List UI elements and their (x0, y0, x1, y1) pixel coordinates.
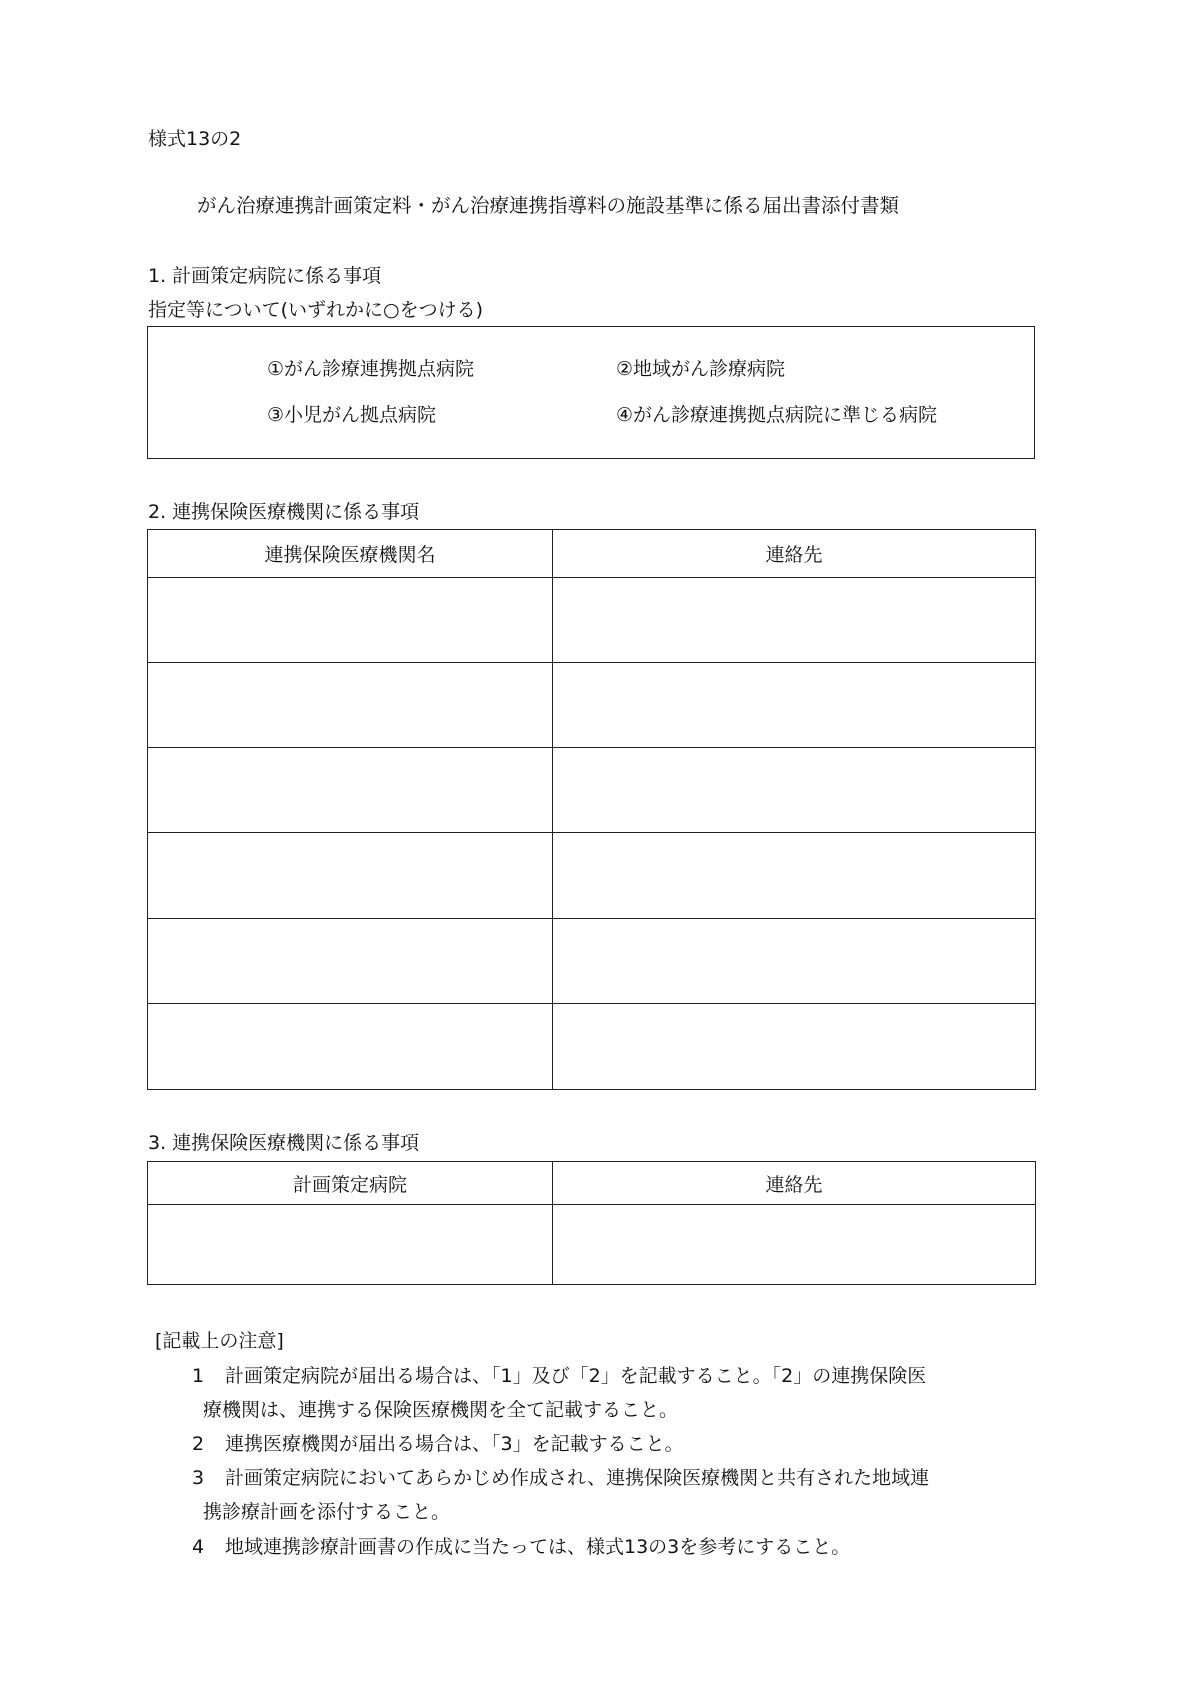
contact-cell[interactable] (553, 1004, 1036, 1090)
table-row (148, 663, 1036, 748)
table-row (148, 1004, 1036, 1090)
note-text: 計画策定病院においてあらかじめ作成され、連携保険医療機関と共有された地域連 (225, 1467, 930, 1489)
institution-name-cell[interactable] (148, 833, 553, 919)
document-title: がん治療連携計画策定料・がん治療連携指導料の施設基準に係る届出書添付書類 (197, 194, 900, 217)
option-4[interactable]: ④がん診療連携拠点病院に準じる病院 (616, 404, 938, 426)
section3-heading: 3. 連携保険医療機関に係る事項 (148, 1132, 420, 1154)
contact-cell[interactable] (553, 663, 1036, 748)
contact-cell[interactable] (553, 833, 1036, 919)
table-row (148, 833, 1036, 919)
institution-name-cell[interactable] (148, 663, 553, 748)
column-header-contact: 連絡先 (553, 530, 1036, 578)
note-number: 2 (192, 1433, 205, 1455)
form-id: 様式13の2 (148, 128, 242, 150)
table-row (148, 1205, 1036, 1285)
partner-institutions-table (147, 529, 1036, 1090)
note-text: 地域連携診療計画書の作成に当たっては、様式13の3を参考にすること。 (225, 1536, 851, 1558)
table-header-row (148, 1162, 1036, 1205)
institution-name-cell[interactable] (148, 919, 553, 1004)
table-header-row (148, 530, 1036, 578)
designation-box (147, 326, 1035, 459)
table-row (148, 919, 1036, 1004)
column-header-institution: 連携保険医療機関名 (148, 530, 553, 578)
option-1[interactable]: ①がん診療連携拠点病院 (267, 358, 475, 380)
contact-cell[interactable] (553, 1205, 1036, 1285)
section1-subheading: 指定等について(いずれかに○をつける) (148, 299, 484, 321)
contact-cell[interactable] (553, 919, 1036, 1004)
contact-cell[interactable] (553, 578, 1036, 663)
note-number: 4 (192, 1536, 205, 1558)
section2-heading: 2. 連携保険医療機関に係る事項 (148, 501, 420, 523)
note-text: 計画策定病院が届出る場合は、「1」及び「2」を記載すること。「2」の連携保険医 (225, 1365, 927, 1387)
institution-name-cell[interactable] (148, 1004, 553, 1090)
option-2[interactable]: ②地域がん診療病院 (616, 358, 786, 380)
table-row (148, 578, 1036, 663)
column-header-contact: 連絡先 (553, 1162, 1036, 1205)
table-row (148, 748, 1036, 833)
note-text-continued: 療機関は、連携する保険医療機関を全て記載すること。 (203, 1399, 679, 1421)
institution-name-cell[interactable] (148, 578, 553, 663)
option-3[interactable]: ③小児がん拠点病院 (267, 404, 437, 426)
note-number: 1 (192, 1365, 205, 1387)
note-text: 連携医療機関が届出る場合は、「3」を記載すること。 (225, 1433, 684, 1455)
planning-hospital-cell[interactable] (148, 1205, 553, 1285)
notes-heading: [記載上の注意] (155, 1330, 284, 1352)
note-text-continued: 携診療計画を添付すること。 (203, 1501, 451, 1523)
institution-name-cell[interactable] (148, 748, 553, 833)
column-header-planning-hospital: 計画策定病院 (148, 1162, 553, 1205)
section1-heading: 1. 計画策定病院に係る事項 (148, 265, 382, 287)
note-number: 3 (192, 1467, 205, 1489)
contact-cell[interactable] (553, 748, 1036, 833)
planning-hospital-table (147, 1161, 1036, 1285)
